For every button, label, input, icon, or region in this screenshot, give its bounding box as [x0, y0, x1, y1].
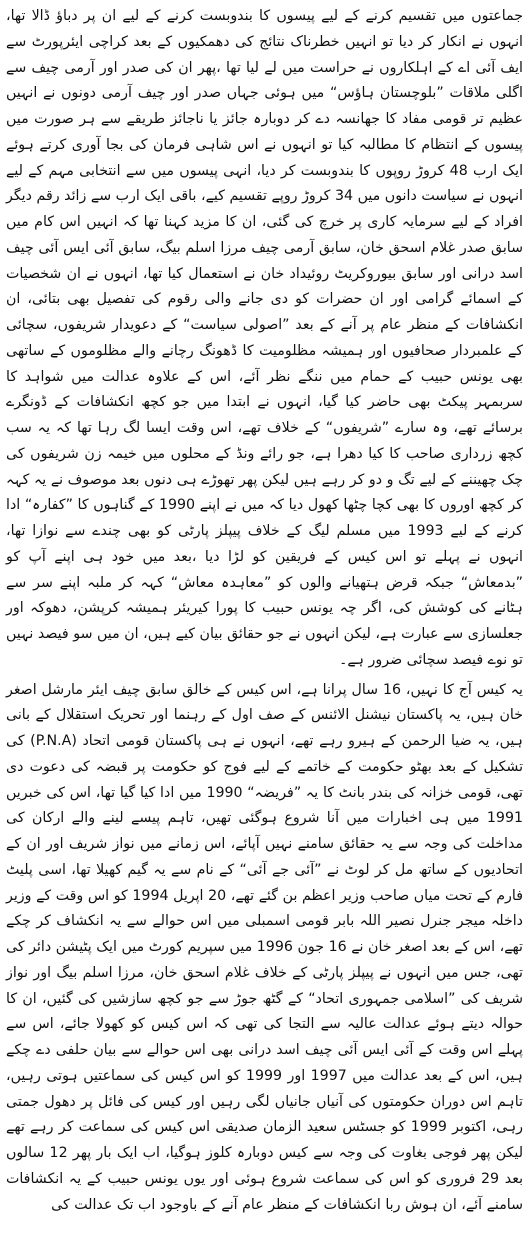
text-line: اسد درانی بھی اس حوالے سے بیان حلفی دے چکے ہیں، اس کے بعد عدالت میں 1997 اور 1999 کو اس کیس	[6, 1042, 523, 1084]
text-line: کی سماعتیں ہوتی رہیں، تاہم اس دوران حکومتوں کی آنیاں جانیاں لگی رہیں اور کیس کی فائل پر دھول جمتی	[6, 1067, 523, 1110]
text-line: کھیلا تھا، اسی پلیٹ فارم کے تحت میاں صاحب وزیر اعظم بن گئے تھے، 20 اپریل 1994 کو اس وقت کے وزیر	[6, 861, 523, 904]
text-line: 1993 میں مسلم لیگ کے خلاف پیپلز پارٹی کو بھی چندے سے نوازا تھا، انہوں نے پہلے تو اس کیس کے فریقین کو لڑا دیا	[6, 523, 523, 565]
text-line: ،بعد میں خود ہی اپنے آپ کو ”بدمعاش“ جبکہ قرض ہتھیانے والوں کو ”معاہدہ معاش“ کہہ کر ملبہ اپنے سر سے ہٹانے کی	[6, 548, 523, 617]
text-line: رہی، اکتوبر 1999 کو جسٹس سعید الزمان صدیقی اس کیس کی سماعت کر رہے تھے لیکن پھر فوجی بغاوت کی وجہ سے	[6, 1119, 524, 1161]
text-line: ”شریفوں“ کے خلاف تھے، اس وقت ایسا لگ رہا تھا کہ یہ سب کچھ زرداری صاحب کا کیا دھرا ہے، جو رائے ونڈ کے	[6, 420, 523, 462]
text-line: ڈھونگ رچانے والے مظلوموں کے ساتھی بھی یونس حبیب کے حمام میں ننگے نظر آئے، اس کے علاوہ عدالت میں	[6, 342, 523, 385]
text-line: خان، مرزا اسلم بیگ اور نواز شریف کی ”اسلامی جمہوری اتحاد“ کے گٹھ جوڑ سے جو کچھ سازشیں کی گئیں، ان کا حوالہ	[6, 964, 523, 1033]
article-paragraph-2	[6, 678, 523, 1219]
text-line: میں سے انتخابی مہم کے لیے انہوں نے سیاست دانوں میں 34 کروڑ روپے تقسیم کیے، باقی ایک ارب سے زائد رقم	[6, 162, 523, 205]
text-line: ،پھر ان کی صدر اور آرمی چیف سے اگلی ملاقات ”بلوچستان ہاؤس“ میں ہوئی جہاں صدر اور چیف آرمی دونوں نے انہیں	[6, 59, 523, 102]
text-line: داخلہ میجر جنرل نصیر اللہ بابر قومی اسمبلی میں اس حوالے سے یہ انکشاف کر چکے تھے، اس کے بعد اصغر خان نے	[6, 913, 524, 955]
text-line: عظیم تر قومی مفاد کا جھانسہ دے کر دوبارہ جائز یا ناجائز طریقے سے ہر صورت میں پیسوں کے انتظام کا مطالبہ کیا تو	[6, 111, 523, 153]
text-line: خطرناک نتائج کی دھمکیوں کے بعد کراچی ایئرپورٹ سے ایف آئی اے کے اہلکاروں نے حراست میں لے لیا تھا	[6, 33, 523, 76]
text-line: کیس دوبارہ کلوز ہوگیا، اب ایک بار پھر 12 سالوں بعد 29 فروری کو اس کی سماعت شروع ہوئی اور یوں یونس	[6, 1145, 524, 1187]
text-line: حقائق بیان کیے ہیں، ان میں سو فیصد نہیں تو نوے فیصد سچائی ضرور ہے۔	[6, 626, 523, 668]
text-line: انہوں نے اس شاہی فرمان کی بجا آوری کرتے ہوئے ایک ارب 48 کروڑ روپوں کا بندوبست کر دیا، انہی پیسوں	[6, 136, 524, 179]
text-line: یہ کیس آج کا نہیں، 16 سال پرانا ہے، اس کیس کے خالق سابق چیف ایئر مارشل اصغر خان ہیں، یہ	[6, 681, 523, 724]
text-line: آپائے، اس زمانے میں نواز شریف اور ان کے اتحادیوں کے ساتھ مل کر لوٹ نے ”آئی جے آئی“ کے نام سے یہ گیم	[6, 836, 523, 878]
text-line: شواہد کا سربمہر پیکٹ بھی حاضر کیا گیا، انہوں نے ابتدا میں جو کچھ انکشافات کے ڈونگرے برسائے تھے، وہ سارے	[6, 368, 523, 436]
text-line: 16 جون 1996 میں سپریم کورٹ میں ایک پٹیشن دائر کی تھی، جس میں انہوں نے پیپلز پارٹی کے خلاف غلام اسحق	[6, 939, 523, 981]
text-line: اخبارات میں آنا شروع ہوگئی تھیں، تاہم پیسے لینے والے ارکان کی مداخلت کی وجہ سے یہ حقائق سامنے نہیں	[6, 810, 524, 852]
text-line: دیگر افراد کے لیے سرمایہ کاری پر خرچ کی گئی، ان کا مزید کہنا تھا کہ انہیں اس کام میں سابق صدر غلام اسحق خان، سابق	[6, 188, 523, 256]
text-line: دیتے ہوئے عدالت عالیہ سے التجا کی تھی کہ اس کیس کو کھولا جائے، اس سے پہلے اس وقت کے آئی ایس آئی چیف	[6, 1016, 523, 1058]
text-line: جماعتوں میں تقسیم کرنے کے لیے پیسوں کا بندوبست کرنے کے لیے ان پر دباؤ ڈالا تھا، انہوں نے انکار کر دیا تو انہیں	[6, 8, 523, 50]
text-line: پاکستان نیشنل الائنس کے صف اول کے رہنما اور تحریک استقلال کے بانی ہیں، یہ ضیا الرحمن کے ہیرو رہے تھے، انہوں	[6, 707, 523, 749]
text-line: محلوں میں خیمہ زن شریفوں کی چک چھیننے کے لیے تگ و دو کر رہے ہیں لیکن پھر تھوڑے ہی دنوں بعد موصوف نے	[6, 445, 523, 488]
article-paragraph-1	[6, 4, 523, 674]
text-line: دعوت دی تھی، قومی خزانہ کی بندر بانٹ کا یہ ”فریضہ“ 1990 میں ادا کیا گیا تھا، اس کی خبریں 1991 میں ہی	[6, 758, 524, 827]
text-line: کے منظر عام پر آنے کے بعد ”اصولی سیاست“ کے دعویدار شریفوں، سچائی کے علمبردار صحافیوں اور ہمیشہ مظلومیت کا	[6, 317, 523, 359]
text-line: کوشش کی، اگر چہ یونس حبیب کا پورا کیریئر ہمیشہ کرپشن، دھوکہ اور جعلسازی سے عبارت ہے، لیکن انہوں نے جو	[6, 600, 523, 642]
text-line: تھا، انہوں نے ان شخصیات کے اسمائے گرامی اور ان حضرات کو دی جانے والی رقوم کی تفصیل بھی بتائی، ان انکشافات	[6, 265, 523, 333]
text-line: نے ہی پاکستان قومی اتحاد (P.N.A) کی تشکیل کے بعد بھٹو حکومت کے خاتمے کے لیے فوج کو حکومت پر قبضہ کی	[6, 733, 524, 775]
text-line: آرمی چیف مرزا اسلم بیگ، سابق آئی ایس آئی چیف اسد درانی اور سابق بیوروکریٹ روئیداد خان نے استعمال کیا	[6, 239, 523, 282]
text-line: یہ کہہ کر کچھ اوروں کا بھی کچا چٹھا کھول دیا کہ میں نے اپنے 1990 کے گناہوں کا ”کفارہ“ ادا کرنے کے لیے	[6, 471, 523, 539]
text-line: حبیب کے یہ انکشافات سامنے آئے، ان ہوش ربا انکشافات کے منظر عام آنے کے باوجود اب تک عدالت کی	[6, 1170, 523, 1213]
